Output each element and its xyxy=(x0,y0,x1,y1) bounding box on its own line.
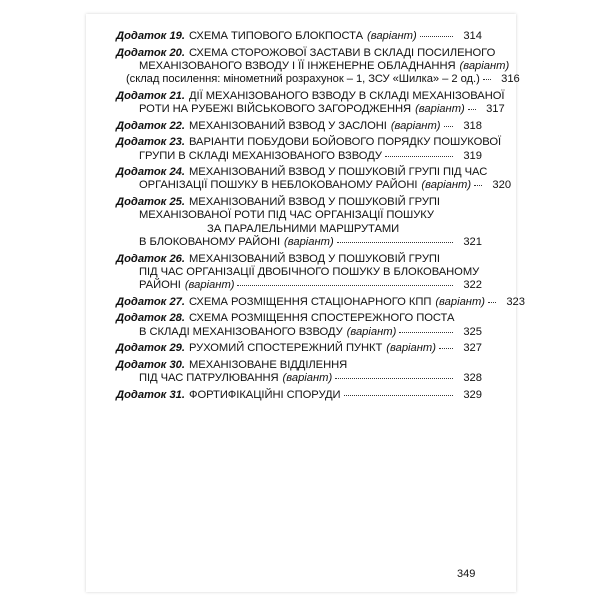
dot-leader xyxy=(237,284,453,286)
appendix-title-cont: ПІД ЧАС ПАТРУЛЮВАННЯ xyxy=(139,372,279,385)
appendix-label: Додаток 28. xyxy=(116,312,186,325)
toc-entry xyxy=(116,312,482,339)
appendix-label: Додаток 22. xyxy=(116,119,186,132)
toc-entry xyxy=(116,295,525,309)
dot-leader xyxy=(488,301,496,303)
toc-line xyxy=(116,236,482,249)
appendix-title: СХЕМА РОЗМІЩЕННЯ СТАЦІОНАРНОГО КПП xyxy=(189,295,432,308)
toc-entry xyxy=(116,196,482,249)
appendix-label: Додаток 29. xyxy=(116,342,186,355)
appendix-title: ДІЇ МЕХАНІЗОВАНОГО ВЗВОДУ В СКЛАДІ МЕХАНІЗОВАНОЇ xyxy=(189,89,505,102)
toc-line xyxy=(116,295,525,309)
toc-line xyxy=(116,359,482,372)
toc-line xyxy=(116,103,505,116)
variant-note: (варіант) xyxy=(184,279,235,292)
appendix-title: МЕХАНІЗОВАНИЙ ВЗВОД У ПОШУКОВІЙ ГРУПІ ПІД ЧАС xyxy=(189,166,488,179)
variant-note: (варіант) xyxy=(282,372,333,385)
appendix-label: Додаток 25. xyxy=(116,196,186,209)
appendix-title: МЕХАНІЗОВАНЕ ВІДДІЛЕННЯ xyxy=(189,358,348,371)
dot-leader xyxy=(344,394,453,396)
toc-line xyxy=(116,166,488,179)
appendix-title: СХЕМА ТИПОВОГО БЛОКПОСТА xyxy=(189,30,364,42)
appendix-title-cont: РАЙОНІ xyxy=(139,279,181,292)
toc-line xyxy=(116,312,482,325)
variant-note: (варіант) xyxy=(421,179,472,192)
toc-line xyxy=(116,209,482,222)
page-number: 329 xyxy=(463,388,482,401)
toc-line xyxy=(116,326,482,339)
appendix-title-cont: МЕХАНІЗОВАНОЇ РОТИ ПІД ЧАС ОРГАНІЗАЦІЇ ПОШУКУ xyxy=(139,209,434,222)
toc-entry xyxy=(116,166,512,193)
toc-line xyxy=(116,30,482,43)
dot-leader xyxy=(335,377,453,379)
toc-line xyxy=(116,150,482,163)
toc-entry xyxy=(116,342,482,355)
appendix-label: Додаток 21. xyxy=(116,89,186,102)
dot-leader xyxy=(439,347,453,349)
appendix-title: СХЕМА СТОРОЖОВОЇ ЗАСТАВИ В СКЛАДІ ПОСИЛЕНОГО xyxy=(189,46,496,59)
toc-line xyxy=(116,59,510,73)
appendix-title-cont: (склад посилення: мінометний розрахунок – 1, ЗСУ «Шилка» – 2 од.) xyxy=(126,73,480,86)
appendix-label: Додаток 23. xyxy=(116,136,186,149)
appendix-title: ВАРІАНТИ ПОБУДОВИ БОЙОВОГО ПОРЯДКУ ПОШУКОВОЇ xyxy=(189,136,502,149)
toc-entry xyxy=(116,359,482,386)
toc-line xyxy=(116,136,502,149)
toc-line xyxy=(116,196,482,209)
page-number: 318 xyxy=(463,119,482,132)
appendix-label: Додаток 30. xyxy=(116,358,186,371)
toc-line xyxy=(116,46,496,60)
appendix-title-cont: МЕХАНІЗОВАНОГО ВЗВОДУ І ЇЇ ІНЖЕНЕРНЕ ОБЛАДНАННЯ xyxy=(139,59,456,72)
appendix-label: Додаток 26. xyxy=(116,252,186,265)
dot-leader xyxy=(483,78,491,80)
variant-note: (варіант) xyxy=(367,30,417,42)
toc-line xyxy=(116,89,505,103)
appendix-title-cont: ГРУПИ В СКЛАДІ МЕХАНІЗОВАНОГО ВЗВОДУ xyxy=(139,149,382,162)
appendix-title: СХЕМА РОЗМІЩЕННЯ СПОСТЕРЕЖНОГО ПОСТА xyxy=(189,312,455,325)
toc-line xyxy=(116,73,520,86)
appendix-title-cont: ЗА ПАРАЛЕЛЬНИМИ МАРШРУТАМИ xyxy=(207,222,400,235)
appendix-title-cont: В БЛОКОВАНОМУ РАЙОНІ xyxy=(139,235,281,248)
toc-line xyxy=(116,266,482,279)
appendix-title-cont: ПІД ЧАС ОРГАНІЗАЦІЇ ДВОБІЧНОГО ПОШУКУ В БЛОКОВАНОМУ xyxy=(139,265,480,278)
page-number: 322 xyxy=(463,279,482,292)
page-number: 314 xyxy=(463,30,482,42)
appendix-title: МЕХАНІЗОВАНИЙ ВЗВОД У ЗАСЛОНІ xyxy=(189,119,387,132)
toc-line xyxy=(116,120,482,133)
table-of-contents xyxy=(116,30,525,405)
toc-line xyxy=(116,372,482,385)
toc-line xyxy=(116,223,482,236)
dot-leader xyxy=(444,125,454,127)
variant-note: (варіант) xyxy=(415,103,465,116)
dot-leader xyxy=(385,155,453,157)
appendix-title-cont: В СКЛАДІ МЕХАНІЗОВАНОГО ВЗВОДУ xyxy=(139,325,343,338)
dot-leader xyxy=(474,184,482,186)
page-number: 328 xyxy=(463,372,482,385)
variant-note: (варіант) xyxy=(284,235,334,248)
variant-note: (варіант) xyxy=(346,325,397,338)
toc-line xyxy=(116,253,482,266)
appendix-title: РУХОМИЙ СПОСТЕРЕЖНИЙ ПУНКТ xyxy=(189,342,383,355)
page-number: 325 xyxy=(463,325,482,338)
appendix-title: ФОРТИФІКАЦІЙНІ СПОРУДИ xyxy=(189,388,341,401)
page-number: 317 xyxy=(486,103,505,116)
toc-entry xyxy=(116,89,505,117)
page-number: 323 xyxy=(506,295,525,308)
page-number: 316 xyxy=(501,73,520,86)
dot-leader xyxy=(337,241,453,243)
appendix-title: МЕХАНІЗОВАНИЙ ВЗВОД У ПОШУКОВІЙ ГРУПІ xyxy=(189,196,440,209)
page-number: 321 xyxy=(463,235,482,248)
page-number: 319 xyxy=(463,149,482,162)
appendix-label: Додаток 24. xyxy=(116,166,186,179)
page-footer-number: 349 xyxy=(457,568,476,580)
variant-note: (варіант) xyxy=(390,119,441,132)
appendix-title-cont: ОРГАНІЗАЦІЇ ПОШУКУ В НЕБЛОКОВАНОМУ РАЙОНІ xyxy=(139,179,418,192)
toc-entry xyxy=(116,120,482,133)
appendix-title: МЕХАНІЗОВАНИЙ ВЗВОД У ПОШУКОВІЙ ГРУПІ xyxy=(189,252,440,265)
toc-line xyxy=(116,389,482,402)
toc-line xyxy=(116,342,482,355)
toc-entry xyxy=(116,389,482,402)
toc-line xyxy=(116,279,482,292)
dot-leader xyxy=(399,331,453,333)
toc-line xyxy=(116,179,512,192)
appendix-label: Додаток 27. xyxy=(116,295,186,308)
dot-leader xyxy=(420,35,453,37)
appendix-title-cont: РОТИ НА РУБЕЖІ ВІЙСЬКОВОГО ЗАГОРОДЖЕННЯ xyxy=(139,103,412,116)
page-number: 327 xyxy=(463,342,482,355)
variant-note: (варіант) xyxy=(459,59,510,72)
toc-entry xyxy=(116,46,520,87)
appendix-label: Додаток 31. xyxy=(116,388,186,401)
toc-entry xyxy=(116,136,502,163)
page-number: 320 xyxy=(492,179,512,192)
variant-note: (варіант) xyxy=(435,295,485,308)
toc-entry xyxy=(116,30,482,43)
variant-note: (варіант) xyxy=(386,342,436,355)
dot-leader xyxy=(468,108,476,110)
appendix-label: Додаток 20. xyxy=(116,46,186,59)
appendix-label: Додаток 19. xyxy=(116,30,186,42)
toc-entry xyxy=(116,253,482,293)
